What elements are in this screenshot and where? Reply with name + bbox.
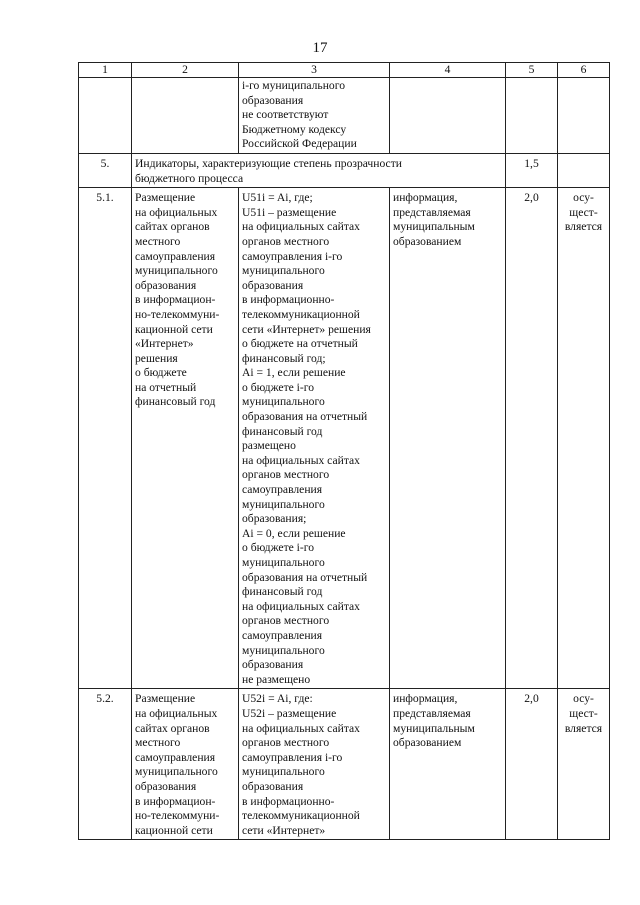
column-number-1: 1: [79, 63, 132, 78]
cell-section-title: Индикаторы, характеризующие степень прозрачности бюджетного процесса: [132, 153, 506, 187]
column-number-6: 6: [558, 63, 610, 78]
cell-formula: i-го муниципального образования не соответствуют Бюджетному кодексу Российской Федерации: [239, 78, 390, 154]
cell-weight: 2,0: [506, 188, 558, 689]
column-number-4: 4: [390, 63, 506, 78]
cell-source: информация, представляемая муниципальным образованием: [390, 188, 506, 689]
cell-formula: U51i = Ai, где; U51i – размещение на официальных сайтах органов местного самоуправления i-го муниципального образования в информационно- телекоммуникационной сети «Интернет» решения о бюджете на отчетный финансовый год; Ai = 1, если решение о бюджете i-го муниципального образования на отчетный финансовый год размещено на официальных сайтах органов местного самоуправления муниципального образования; Ai = 0, если решение о бюджете i-го муниципального образования на отчетный финансовый год на официальных сайтах органов местного самоуправления муниципального образования не размещено: [239, 188, 390, 689]
cell-weight: [506, 78, 558, 154]
cell-status: [558, 78, 610, 154]
table-row-5-1: [79, 188, 610, 689]
cell-number: 5.1.: [79, 188, 132, 689]
cell-weight: 2,0: [506, 689, 558, 840]
cell-indicator-name: [132, 78, 239, 154]
cell-status: осу- щест- вляется: [558, 188, 610, 689]
cell-number: 5.2.: [79, 689, 132, 840]
page-number: 17: [312, 40, 328, 56]
indicators-table: [78, 62, 610, 840]
column-number-5: 5: [506, 63, 558, 78]
column-number-3: 3: [239, 63, 390, 78]
cell-source: информация, представляемая муниципальным образованием: [390, 689, 506, 840]
cell-indicator-name: Размещение на официальных сайтах органов местного самоуправления муниципального образования в информацион- но-телекоммуни- кационной сети «Интернет» решения о бюджете на отчетный финансовый год: [132, 188, 239, 689]
table-row-section-5: [79, 153, 610, 187]
table-header-row: [79, 63, 610, 78]
table-row-5-2: [79, 689, 610, 840]
cell-formula: U52i = Ai, где: U52i – размещение на официальных сайтах органов местного самоуправления i-го муниципального образования в информационно- телекоммуникационной сети «Интернет»: [239, 689, 390, 840]
column-number-2: 2: [132, 63, 239, 78]
table-row-continuation: [79, 78, 610, 154]
cell-number: [79, 78, 132, 154]
cell-source: [390, 78, 506, 154]
cell-section-number: 5.: [79, 153, 132, 187]
cell-section-weight: 1,5: [506, 153, 558, 187]
cell-section-status: [558, 153, 610, 187]
cell-status: осу- щест- вляется: [558, 689, 610, 840]
cell-indicator-name: Размещение на официальных сайтах органов местного самоуправления муниципального образования в информацион- но-телекоммуни- кационной сети: [132, 689, 239, 840]
